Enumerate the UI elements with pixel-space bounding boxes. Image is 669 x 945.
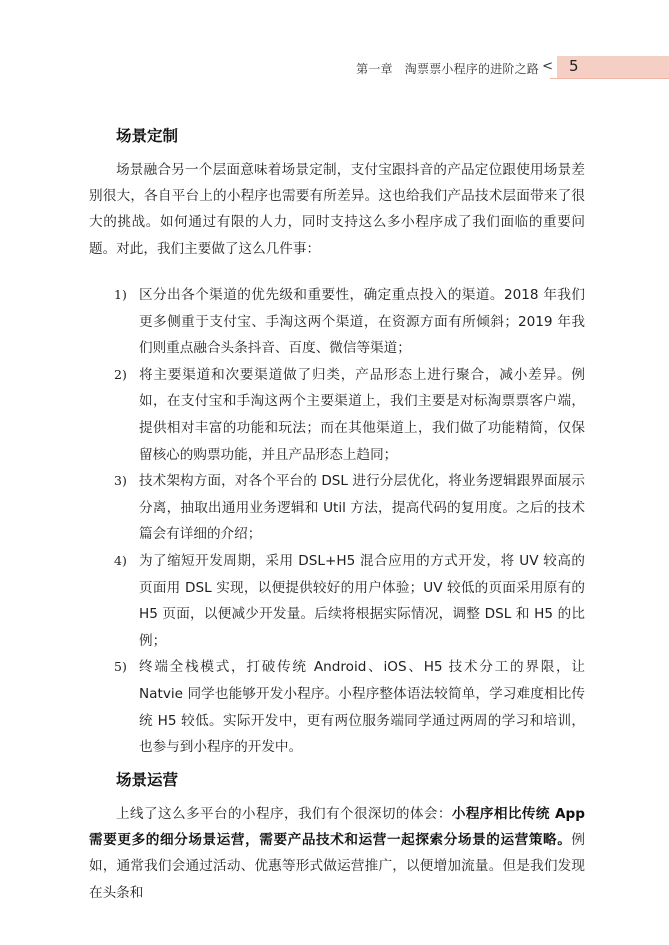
list-item [89,468,585,548]
list-item-number: 3) [114,473,127,489]
bold-emphasis: 小程序相比传统 App 需要更多的细分场景运营，需要产品技术和运营一起探索分场景的运营策略。 [89,806,585,849]
intro-paragraph: 场景融合另一个层面意味着场景定制，支付宝跟抖音的产品定位跟使用场景差别很大，各自平台上的小程序也需要有所差异。这也给我们产品技术层面带来了很大的挑战。如何通过有限的人力，同时支持这么多小程序成了我们面临的重要问题。对此，我们主要做了这么几件事： [89,162,585,257]
list-item [89,362,585,468]
list-item-number: 1) [114,287,127,302]
section-heading-scene-customization: 场景定制 [116,127,179,145]
list-item [89,548,585,654]
chevron-left-icon: < [542,59,553,74]
chapter-title: 第一章 淘票票小程序的进阶之路 [356,62,539,76]
list-item-text: 技术架构方面，对各个平台的 DSL 进行分层优化，将业务逻辑跟界面展示分离，抽取出通用业务逻辑和 Util 方法，提高代码的复用度。之后的技术篇会有详细的介绍； [139,473,585,543]
list-item [89,282,585,362]
list-item [89,654,585,760]
list-item-text: 将主要渠道和次要渠道做了归类，产品形态上进行聚合，减小差异。例如，在支付宝和手淘这两个主要渠道上，我们主要是对标淘票票客户端，提供相对丰富的功能和玩法；而在其他渠道上，我们做了功能精简，仅保留核心的购票功能，并且产品形态上趋同； [139,366,585,463]
section-heading-scene-operation: 场景运营 [116,771,179,789]
list-item-text: 区分出各个渠道的优先级和重要性，确定重点投入的渠道。2018 年我们更多侧重于支付宝、手淘这两个渠道，在资源方面有所倾斜；2019 年我们则重点融合头条抖音、百度、微信等渠道； [139,287,585,357]
list-item-number: 5) [114,659,127,675]
list-item-text: 为了缩短开发周期，采用 DSL+H5 混合应用的方式开发，将 UV 较高的页面用 DSL 实现，以便提供较好的用户体验；UV 较低的页面采用原有的 H5 页面，以便减少开发量。后续将根据实际情况，调整 DSL 和 H5 的比例； [139,552,585,649]
list-item-number: 2) [114,366,127,382]
page-number-badge [557,56,669,78]
running-header [0,56,669,80]
measures-list [89,282,585,761]
list-item-number: 4) [114,552,127,568]
header-rule [550,78,669,79]
list-item-text: 终端全栈模式，打破传统 Android、iOS、H5 技术分工的界限，让 Natvie 同学也能够开发小程序。小程序整体语法较简单，学习难度相比传统 H5 较低。实际开发中，更有两位服务端同学通过两周的学习和培训，也参与到小程序的开发中。 [139,659,585,756]
operation-paragraph: 上线了这么多平台的小程序，我们有个很深切的体会：小程序相比传统 App 需要更多的细分场景运营，需要产品技术和运营一起探索分场景的运营策略。例如，通常我们会通过活动、优惠等形式做运营推广，以便增加流量。但是我们发现在头条和 [89,806,585,901]
page-number: 5 [569,57,579,75]
